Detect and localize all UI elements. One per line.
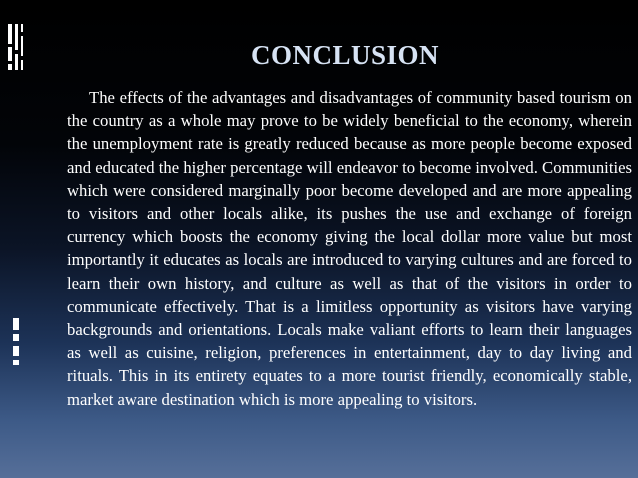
slide-title: CONCLUSION xyxy=(250,40,440,70)
slide-body-text: The effects of the advantages and disadvantages of community based tourism on the country as a whole may prove to be widely beneficial to the economy, wherein the unemployment rate is greatly reduced because as more people become exposed and educated the higher percentage will endeavor to become involved. Communities which were considered marginally poor become developed and are more appealing to visitors and other locals alike, its pushes the use and exchange of foreign currency which boosts the economy giving the local dollar more value but most importantly it educates as locals are introduced to varying cultures and are forced to learn their own history, and culture as well as that of the visitors in order to communicate effectively. That is a limitless opportunity as visitors have varying backgrounds and orientations. Locals make valiant efforts to learn their languages as well as cuisine, religion, preferences in entertainment, day to day living and rituals. This in its entirety equates to a more tourist friendly, economically stable, market aware destination which is more appealing to visitors. xyxy=(67,88,632,409)
